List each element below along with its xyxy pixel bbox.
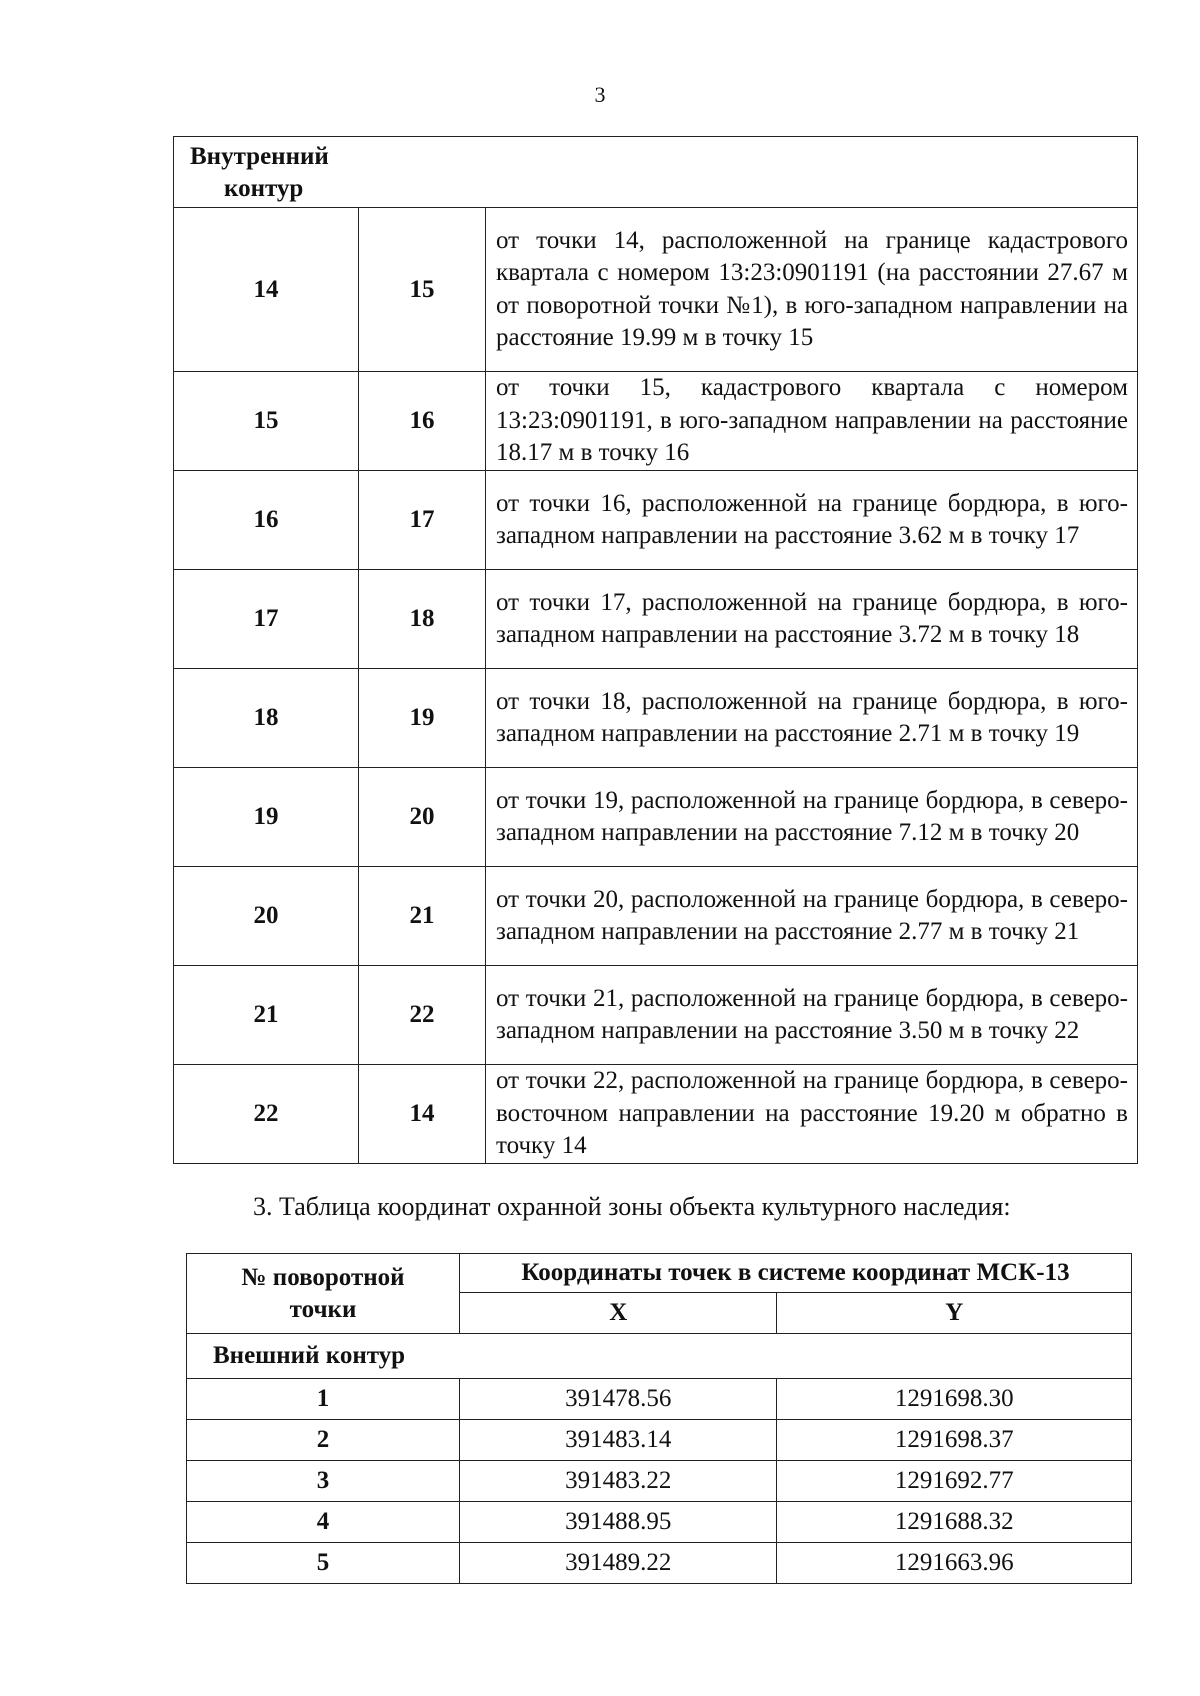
- segment-description: от точки 22, расположенной на границе бордюра, в северо-восточном направлении на расстояние 19.20 м обратно в точку 14: [486, 1065, 1138, 1164]
- point-number: 5: [187, 1543, 460, 1584]
- table-row: [174, 372, 1138, 471]
- inner-contour-header-line1: Внутренний: [190, 143, 329, 170]
- to-point: 21: [359, 867, 486, 966]
- point-column-header: [187, 1254, 460, 1334]
- to-point: 14: [359, 1065, 486, 1164]
- segment-description: от точки 15, кадастрового квартала с номером 13:23:0901191, в юго-западном направлении на расстояние 18.17 м в точку 16: [486, 372, 1138, 471]
- page-number: 3: [594, 82, 606, 107]
- table-row: [187, 1543, 1132, 1584]
- segment-description: от точки 17, расположенной на границе бордюра, в юго-западном направлении на расстояние 3.72 м в точку 18: [486, 570, 1138, 669]
- section-label: Внешний контур: [187, 1334, 1132, 1379]
- table-row: [174, 1065, 1138, 1164]
- table-row: [187, 1461, 1132, 1502]
- to-point: 16: [359, 372, 486, 471]
- coordinates-table: [186, 1253, 1132, 1584]
- point-header-line1: № поворотной: [241, 1263, 405, 1291]
- to-point: 20: [359, 768, 486, 867]
- table-row: [187, 1379, 1132, 1420]
- to-point: 19: [359, 669, 486, 768]
- table-row: [174, 208, 1138, 372]
- segment-description: от точки 20, расположенной на границе бордюра, в северо-западном направлении на расстояние 2.77 м в точку 21: [486, 867, 1138, 966]
- inner-contour-header: [174, 137, 1138, 208]
- x-header: X: [460, 1293, 777, 1334]
- from-point: 19: [174, 768, 359, 867]
- table-row: [174, 570, 1138, 669]
- from-point: 18: [174, 669, 359, 768]
- from-point: 20: [174, 867, 359, 966]
- segment-description: от точки 18, расположенной на границе бордюра, в юго-западном направлении на расстояние 2.71 м в точку 19: [486, 669, 1138, 768]
- table-row: [174, 768, 1138, 867]
- x-value: 391483.22: [460, 1461, 777, 1502]
- segment-description: от точки 16, расположенной на границе бордюра, в юго-западном направлении на расстояние 3.62 м в точку 17: [486, 471, 1138, 570]
- segment-description: от точки 14, расположенной на границе кадастрового квартала с номером 13:23:0901191 (на расстоянии 27.67 м от поворотной точки №1), в юго-западном направлении на расстояние 19.99 м в точку 15: [486, 208, 1138, 372]
- from-point: 22: [174, 1065, 359, 1164]
- to-point: 18: [359, 570, 486, 669]
- to-point: 17: [359, 471, 486, 570]
- x-value: 391478.56: [460, 1379, 777, 1420]
- table-row: [174, 966, 1138, 1065]
- table-row: [174, 867, 1138, 966]
- y-value: 1291688.32: [777, 1502, 1132, 1543]
- point-number: 4: [187, 1502, 460, 1543]
- segment-description: от точки 21, расположенной на границе бордюра, в северо-западном направлении на расстояние 3.50 м в точку 22: [486, 966, 1138, 1065]
- y-value: 1291663.96: [777, 1543, 1132, 1584]
- inner-contour-table: [173, 136, 1138, 1164]
- table-row: [174, 669, 1138, 768]
- inner-contour-header-line2: контур: [224, 175, 304, 202]
- point-number: 1: [187, 1379, 460, 1420]
- coordinates-table-caption: 3. Таблица координат охранной зоны объекта культурного наследия:: [253, 1192, 1011, 1221]
- table-row: [187, 1420, 1132, 1461]
- point-number: 2: [187, 1420, 460, 1461]
- from-point: 14: [174, 208, 359, 372]
- point-header-line2: точки: [289, 1295, 357, 1323]
- y-header: Y: [777, 1293, 1132, 1334]
- from-point: 21: [174, 966, 359, 1065]
- table-row: [187, 1502, 1132, 1543]
- to-point: 22: [359, 966, 486, 1065]
- to-point: 15: [359, 208, 486, 372]
- x-value: 391489.22: [460, 1543, 777, 1584]
- y-value: 1291698.30: [777, 1379, 1132, 1420]
- segment-description: от точки 19, расположенной на границе бордюра, в северо-западном направлении на расстояние 7.12 м в точку 20: [486, 768, 1138, 867]
- table-row: [174, 471, 1138, 570]
- point-number: 3: [187, 1461, 460, 1502]
- y-value: 1291698.37: [777, 1420, 1132, 1461]
- x-value: 391483.14: [460, 1420, 777, 1461]
- from-point: 15: [174, 372, 359, 471]
- coords-header: Координаты точек в системе координат МСК-13: [460, 1254, 1132, 1293]
- x-value: 391488.95: [460, 1502, 777, 1543]
- from-point: 16: [174, 471, 359, 570]
- from-point: 17: [174, 570, 359, 669]
- y-value: 1291692.77: [777, 1461, 1132, 1502]
